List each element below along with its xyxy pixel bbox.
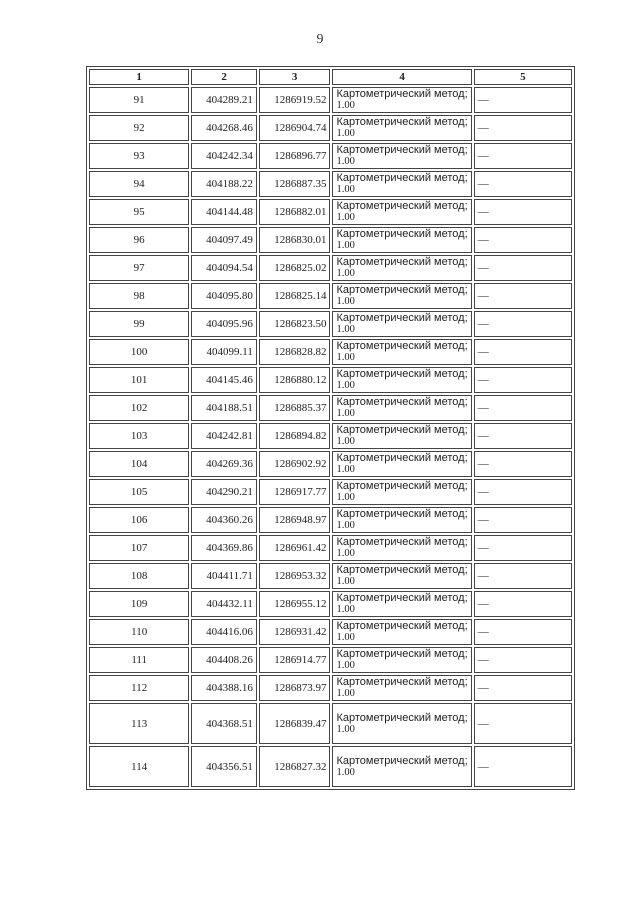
note-cell: —: [474, 619, 572, 645]
method-cell: [332, 199, 471, 225]
accuracy-text: 1.00: [336, 632, 355, 643]
accuracy-text: 1.00: [336, 464, 355, 475]
method-cell: [332, 479, 471, 505]
table-row: [89, 395, 572, 421]
table-row: [89, 703, 572, 744]
method-cell: [332, 619, 471, 645]
point-number-cell: 94: [89, 171, 189, 197]
method-cell: [332, 451, 471, 477]
x-coordinate-cell: 404188.22: [191, 171, 257, 197]
table-row: [89, 171, 572, 197]
method-text: Картометрический метод;: [336, 200, 468, 212]
header-col-4: 4: [332, 69, 471, 85]
y-coordinate-cell: 1286882.01: [259, 199, 331, 225]
x-coordinate-cell: 404356.51: [191, 746, 257, 787]
x-coordinate-cell: 404242.81: [191, 423, 257, 449]
x-coordinate-cell: 404268.46: [191, 115, 257, 141]
accuracy-text: 1.00: [336, 436, 355, 447]
x-coordinate-cell: 404188.51: [191, 395, 257, 421]
x-coordinate-cell: 404145.46: [191, 367, 257, 393]
point-number-cell: 104: [89, 451, 189, 477]
accuracy-text: 1.00: [336, 766, 355, 778]
method-text: Картометрический метод;: [336, 648, 468, 660]
y-coordinate-cell: 1286885.37: [259, 395, 331, 421]
note-cell: —: [474, 339, 572, 365]
accuracy-text: 1.00: [336, 723, 355, 735]
x-coordinate-cell: 404388.16: [191, 675, 257, 701]
method-text: Картометрический метод;: [336, 536, 468, 548]
method-text: Картометрический метод;: [336, 256, 468, 268]
method-cell: [332, 423, 471, 449]
note-cell: —: [474, 311, 572, 337]
point-number-cell: 110: [89, 619, 189, 645]
accuracy-text: 1.00: [336, 492, 355, 503]
x-coordinate-cell: 404099.11: [191, 339, 257, 365]
y-coordinate-cell: 1286896.77: [259, 143, 331, 169]
y-coordinate-cell: 1286919.52: [259, 87, 331, 113]
method-cell: [332, 87, 471, 113]
y-coordinate-cell: 1286825.14: [259, 283, 331, 309]
accuracy-text: 1.00: [336, 352, 355, 363]
table-row: [89, 311, 572, 337]
table-row: [89, 283, 572, 309]
y-coordinate-cell: 1286830.01: [259, 227, 331, 253]
point-number-cell: 109: [89, 591, 189, 617]
table-row: [89, 87, 572, 113]
y-coordinate-cell: 1286948.97: [259, 507, 331, 533]
point-number-cell: 98: [89, 283, 189, 309]
method-cell: [332, 395, 471, 421]
method-text: Картометрический метод;: [336, 754, 468, 767]
method-text: Картометрический метод;: [336, 592, 468, 604]
y-coordinate-cell: 1286887.35: [259, 171, 331, 197]
y-coordinate-cell: 1286904.74: [259, 115, 331, 141]
y-coordinate-cell: 1286873.97: [259, 675, 331, 701]
y-coordinate-cell: 1286902.92: [259, 451, 331, 477]
table-row: [89, 199, 572, 225]
x-coordinate-cell: 404094.54: [191, 255, 257, 281]
method-cell: [332, 563, 471, 589]
method-cell: [332, 703, 471, 744]
y-coordinate-cell: 1286931.42: [259, 619, 331, 645]
note-cell: —: [474, 507, 572, 533]
x-coordinate-cell: 404369.86: [191, 535, 257, 561]
y-coordinate-cell: 1286827.32: [259, 746, 331, 787]
note-cell: —: [474, 591, 572, 617]
y-coordinate-cell: 1286839.47: [259, 703, 331, 744]
accuracy-text: 1.00: [336, 156, 355, 167]
header-col-1: 1: [89, 69, 189, 85]
accuracy-text: 1.00: [336, 576, 355, 587]
point-number-cell: 111: [89, 647, 189, 673]
header-col-3: 3: [259, 69, 331, 85]
y-coordinate-cell: 1286894.82: [259, 423, 331, 449]
note-cell: —: [474, 423, 572, 449]
accuracy-text: 1.00: [336, 212, 355, 223]
accuracy-text: 1.00: [336, 660, 355, 671]
method-cell: [332, 675, 471, 701]
method-text: Картометрический метод;: [336, 368, 468, 380]
header-col-5: 5: [474, 69, 572, 85]
point-number-cell: 96: [89, 227, 189, 253]
accuracy-text: 1.00: [336, 296, 355, 307]
note-cell: —: [474, 451, 572, 477]
method-cell: [332, 367, 471, 393]
x-coordinate-cell: 404289.21: [191, 87, 257, 113]
note-cell: —: [474, 675, 572, 701]
point-number-cell: 101: [89, 367, 189, 393]
method-text: Картометрический метод;: [336, 711, 468, 724]
method-text: Картометрический метод;: [336, 452, 468, 464]
table-row: [89, 563, 572, 589]
method-cell: [332, 311, 471, 337]
table-row: [89, 339, 572, 365]
note-cell: —: [474, 87, 572, 113]
x-coordinate-cell: 404290.21: [191, 479, 257, 505]
point-number-cell: 103: [89, 423, 189, 449]
method-cell: [332, 535, 471, 561]
table-header-row: [89, 69, 572, 85]
note-cell: —: [474, 703, 572, 744]
method-text: Картометрический метод;: [336, 676, 468, 688]
method-text: Картометрический метод;: [336, 340, 468, 352]
method-text: Картометрический метод;: [336, 564, 468, 576]
method-text: Картометрический метод;: [336, 424, 468, 436]
accuracy-text: 1.00: [336, 240, 355, 251]
x-coordinate-cell: 404144.48: [191, 199, 257, 225]
point-number-cell: 112: [89, 675, 189, 701]
method-cell: [332, 746, 471, 787]
accuracy-text: 1.00: [336, 380, 355, 391]
table-row: [89, 227, 572, 253]
accuracy-text: 1.00: [336, 268, 355, 279]
x-coordinate-cell: 404242.34: [191, 143, 257, 169]
point-number-cell: 97: [89, 255, 189, 281]
table-row: [89, 507, 572, 533]
point-number-cell: 114: [89, 746, 189, 787]
y-coordinate-cell: 1286961.42: [259, 535, 331, 561]
note-cell: —: [474, 255, 572, 281]
table-row: [89, 255, 572, 281]
method-text: Картометрический метод;: [336, 88, 468, 100]
accuracy-text: 1.00: [336, 324, 355, 335]
point-number-cell: 106: [89, 507, 189, 533]
x-coordinate-cell: 404411.71: [191, 563, 257, 589]
table-row: [89, 619, 572, 645]
note-cell: —: [474, 746, 572, 787]
point-number-cell: 100: [89, 339, 189, 365]
table-row: [89, 591, 572, 617]
note-cell: —: [474, 227, 572, 253]
y-coordinate-cell: 1286955.12: [259, 591, 331, 617]
table-row: [89, 115, 572, 141]
method-cell: [332, 339, 471, 365]
table-row: [89, 143, 572, 169]
x-coordinate-cell: 404368.51: [191, 703, 257, 744]
note-cell: —: [474, 563, 572, 589]
x-coordinate-cell: 404432.11: [191, 591, 257, 617]
y-coordinate-cell: 1286828.82: [259, 339, 331, 365]
method-text: Картометрический метод;: [336, 116, 468, 128]
method-cell: [332, 171, 471, 197]
y-coordinate-cell: 1286914.77: [259, 647, 331, 673]
method-text: Картометрический метод;: [336, 480, 468, 492]
accuracy-text: 1.00: [336, 604, 355, 615]
point-number-cell: 93: [89, 143, 189, 169]
method-text: Картометрический метод;: [336, 312, 468, 324]
page-number: 9: [316, 32, 324, 47]
y-coordinate-cell: 1286953.32: [259, 563, 331, 589]
note-cell: —: [474, 395, 572, 421]
accuracy-text: 1.00: [336, 408, 355, 419]
y-coordinate-cell: 1286825.02: [259, 255, 331, 281]
accuracy-text: 1.00: [336, 184, 355, 195]
x-coordinate-cell: 404360.26: [191, 507, 257, 533]
method-cell: [332, 507, 471, 533]
point-number-cell: 113: [89, 703, 189, 744]
method-text: Картометрический метод;: [336, 284, 468, 296]
point-number-cell: 102: [89, 395, 189, 421]
point-number-cell: 91: [89, 87, 189, 113]
point-number-cell: 107: [89, 535, 189, 561]
y-coordinate-cell: 1286823.50: [259, 311, 331, 337]
point-number-cell: 108: [89, 563, 189, 589]
note-cell: —: [474, 283, 572, 309]
y-coordinate-cell: 1286880.12: [259, 367, 331, 393]
header-col-2: 2: [191, 69, 257, 85]
point-number-cell: 99: [89, 311, 189, 337]
method-cell: [332, 227, 471, 253]
table-row: [89, 423, 572, 449]
coordinates-table: [86, 66, 575, 790]
accuracy-text: 1.00: [336, 688, 355, 699]
table-row: [89, 367, 572, 393]
accuracy-text: 1.00: [336, 548, 355, 559]
method-text: Картометрический метод;: [336, 620, 468, 632]
method-cell: [332, 115, 471, 141]
method-cell: [332, 591, 471, 617]
accuracy-text: 1.00: [336, 100, 355, 111]
note-cell: —: [474, 143, 572, 169]
method-text: Картометрический метод;: [336, 144, 468, 156]
x-coordinate-cell: 404408.26: [191, 647, 257, 673]
x-coordinate-cell: 404095.80: [191, 283, 257, 309]
point-number-cell: 95: [89, 199, 189, 225]
table-row: [89, 479, 572, 505]
note-cell: —: [474, 199, 572, 225]
method-text: Картометрический метод;: [336, 396, 468, 408]
method-cell: [332, 143, 471, 169]
method-cell: [332, 283, 471, 309]
method-text: Картометрический метод;: [336, 228, 468, 240]
table-row: [89, 675, 572, 701]
method-text: Картометрический метод;: [336, 508, 468, 520]
note-cell: —: [474, 171, 572, 197]
note-cell: —: [474, 115, 572, 141]
note-cell: —: [474, 647, 572, 673]
table-row: [89, 647, 572, 673]
method-text: Картометрический метод;: [336, 172, 468, 184]
point-number-cell: 105: [89, 479, 189, 505]
note-cell: —: [474, 367, 572, 393]
method-cell: [332, 255, 471, 281]
accuracy-text: 1.00: [336, 128, 355, 139]
point-number-cell: 92: [89, 115, 189, 141]
x-coordinate-cell: 404269.36: [191, 451, 257, 477]
table-row: [89, 535, 572, 561]
x-coordinate-cell: 404097.49: [191, 227, 257, 253]
x-coordinate-cell: 404095.96: [191, 311, 257, 337]
table-row: [89, 451, 572, 477]
note-cell: —: [474, 535, 572, 561]
y-coordinate-cell: 1286917.77: [259, 479, 331, 505]
x-coordinate-cell: 404416.06: [191, 619, 257, 645]
note-cell: —: [474, 479, 572, 505]
method-cell: [332, 647, 471, 673]
table-row: [89, 746, 572, 787]
accuracy-text: 1.00: [336, 520, 355, 531]
